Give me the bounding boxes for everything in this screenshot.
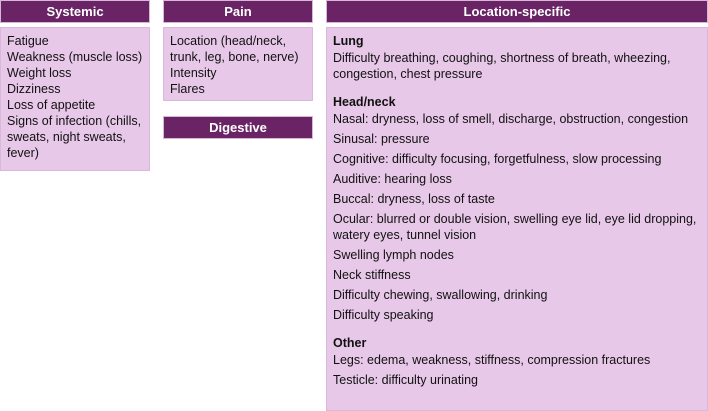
list-item: Location (head/neck, trunk, leg, bone, nerve) [170, 34, 299, 64]
list-item: Difficulty breathing, coughing, shortness of breath, wheezing, congestion, chest pressure [333, 51, 671, 81]
list-item: Signs of infection (chills, sweats, night sweats, fever) [7, 114, 142, 160]
list-item: Intensity [170, 66, 217, 80]
location-header: Location-specific [326, 0, 708, 23]
list-item: Nasal: dryness, loss of smell, discharge, obstruction, congestion [333, 112, 689, 126]
systemic-header: Systemic [0, 0, 150, 23]
systemic-box [0, 27, 150, 171]
list-item: Ocular: blurred or double vision, swelling eye lid, eye lid dropping, watery eyes, tunnel vision [333, 212, 697, 242]
list-item: Flares [170, 82, 205, 96]
list-item: Difficulty speaking [333, 308, 434, 322]
list-item: Loss of appetite [7, 98, 96, 112]
list-item: Fatigue [7, 34, 49, 48]
location-box [326, 27, 708, 411]
category-title: Head/neck [333, 95, 396, 109]
list-item: Swelling lymph nodes [333, 248, 454, 262]
pain-header: Pain [163, 0, 313, 23]
list-item: Cognitive: difficulty focusing, forgetfulness, slow processing [333, 152, 662, 166]
list-item: Buccal: dryness, loss of taste [333, 192, 495, 206]
digestive-header: Digestive [163, 116, 313, 139]
category-title: Lung [333, 34, 364, 48]
category-title: Other [333, 336, 367, 350]
list-item: Weakness (muscle loss) [7, 50, 143, 64]
list-item: Legs: edema, weakness, stiffness, compression fractures [333, 353, 651, 367]
pain-box [163, 27, 313, 101]
list-item: Dizziness [7, 82, 61, 96]
list-item: Sinusal: pressure [333, 132, 430, 146]
list-item: Neck stiffness [333, 268, 411, 282]
list-item: Difficulty chewing, swallowing, drinking [333, 288, 548, 302]
list-item: Auditive: hearing loss [333, 172, 452, 186]
list-item: Testicle: difficulty urinating [333, 373, 478, 387]
list-item: Weight loss [7, 66, 72, 80]
